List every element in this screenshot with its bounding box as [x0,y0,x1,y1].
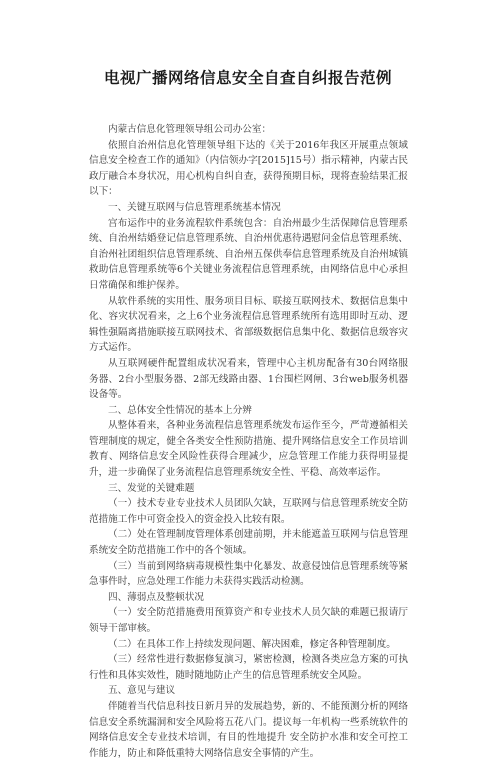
paragraph: （三）经常性进行数据修复演习，紧密检测，检测各类应急方案的可执行性和具体实效性，随时随地防止产生的信息管理系统安全风险。 [89,654,408,681]
paragraph: （一）技术专业专业技术人员团队欠缺，互联网与信息管理系统安全防范措施工作中可资金投入的资金投入比较有限。 [89,498,408,525]
paragraph: 从互联网硬件配置组成状况看来，管理中心主机房配备有30台网络服务器、2台小型服务器、2部无线路由器、1台围栏网闸、3台web服务机器设备等。 [89,357,408,401]
paragraph: （一）安全防范措施费用预算资产和专业技术人员欠缺的难题已报请厅领导干部审核。 [89,607,408,634]
section-heading: 五、意见与建议 [108,685,176,697]
paragraph: 从软件系统的实用性、服务项目目标、联接互联网技术、数据信息集中化、容灾状况看来，之上6个业务流程信息管理系统所有选用即时互动、逻辑性强隔离措施联接互联网技术、省部级数据信息集中化、数据信息级容灾方式运作。 [89,295,408,354]
paragraph: （二）处在管理制度管理体系创建前期，并未能遮盖互联网与信息管理系统安全防范措施工作中的各个领域。 [89,529,408,557]
document-title: 电视广播网络信息安全自查自纠报告范例 [103,69,392,87]
paragraph: 依照自治州信息化管理领导组下达的《关于2016年我区开展重点领域信息安全检查工作的通知》（内信领办字[2015]15号）指示精神，内蒙古民政厅融合本身状况，用心机构自纠自查，获得预期目标，现将查验结果汇报以下： [89,139,408,198]
document-body [89,122,408,761]
paragraph: 从整体看来，各种业务流程信息管理系统发布运作至今，严苛遵循相关管理制度的规定，健全各类安全性预防措施、提升网络信息安全工作员培训教育、网络信息安全风险性获得合理减少，应急管理工作能力获得明显提升，进一步确保了业务流程信息管理系统安全性、平稳、高效率运作。 [89,420,408,479]
addressee: 内蒙古信息化管理领导组公司办公室： [108,124,272,135]
section-heading: 三、发觉的关键难题 [108,482,195,494]
paragraph: （二）在具体工作上持续发现问题、解决困难，修定各种管理制度。 [108,638,396,650]
section-heading: 四、薄弱点及整顿状况 [108,591,204,603]
paragraph: 宫布运作中的业务流程软件系统包含：自治州最少生活保障信息管理系统、自治州结婚登记信息管理系统、自治州优惠待遇慰问金信息管理系统、自治州社团组织信息管理系统、自治州五保供奉信息管理系统及自治州城镇救助信息管理系统等6个关键业务流程信息管理系统，由网络信息中心承担日常确保和维护保养。 [89,217,408,291]
paragraph: （三）当前到网络病毒规模性集中化暴发、故意侵蚀信息管理系统等紧急事件时，应急处理工作能力未获得实践活动检测。 [89,560,408,588]
paragraph: 伴随着当代信息科技日新月异的发展趋势，新的、不能预测分析的网络信息安全系统漏洞和安全风险将五花八门。提议每一年机构一些系统软件的网络信息安全专业技术培训，有目的性地提升 安全防护水准和安全可控工作能力，防止和降低重特大网络信息安全事情的产生。 [89,700,408,759]
section-heading: 二、总体安全性情况的基本上分辨 [108,404,252,416]
section-heading: 一、关键互联网与信息管理系统基本情况 [108,201,281,213]
